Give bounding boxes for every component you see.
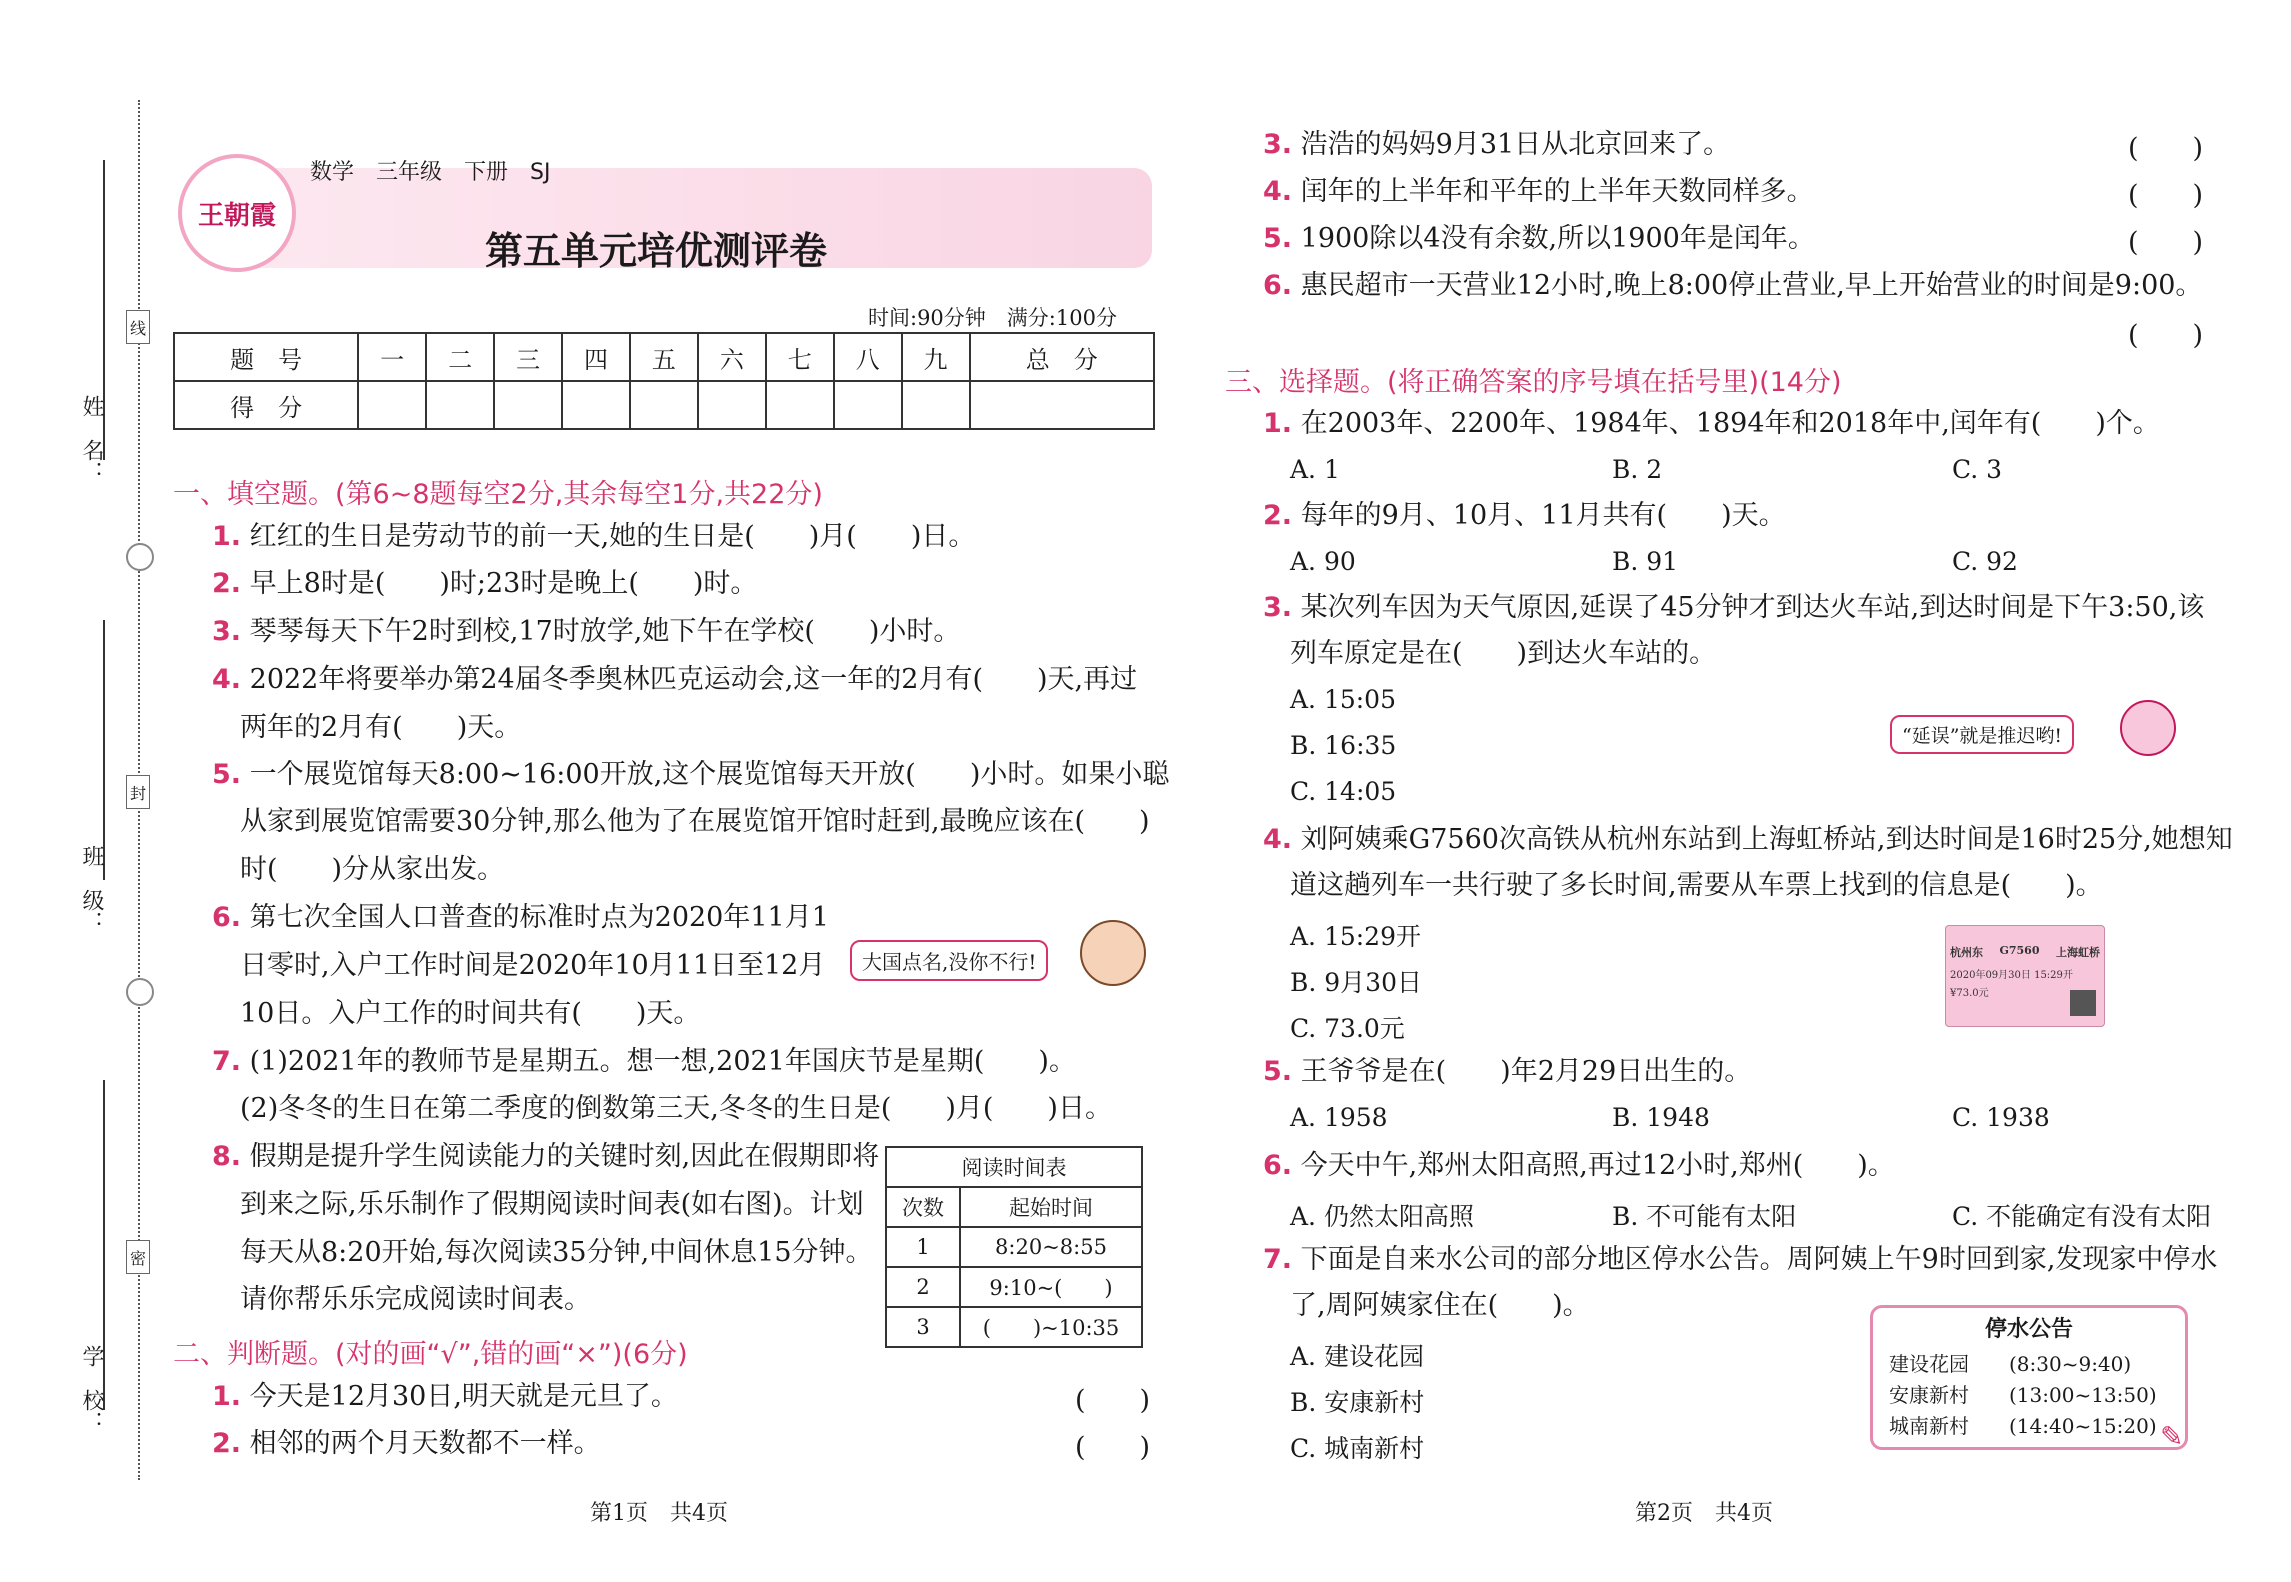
score-cell: 七 (766, 333, 834, 381)
option[interactable]: B. 1948 (1612, 1103, 1710, 1132)
option[interactable]: A. 15:05 (1290, 685, 1396, 714)
option[interactable]: C. 73.0元 (1290, 1014, 1405, 1043)
reading-table-cell: 9:10~( ) (960, 1267, 1142, 1307)
question-2-3: 3. 浩浩的妈妈9月31日从北京回来了。 (1263, 129, 1731, 160)
score-cell: 四 (562, 333, 630, 381)
option[interactable]: C. 1938 (1952, 1103, 2050, 1132)
score-cell: 五 (630, 333, 698, 381)
binding-hole-icon (126, 978, 154, 1006)
brand-logo: 王朝霞 (178, 154, 296, 272)
question-3-7-cont: 了,周阿姨家住在( )。 (1290, 1290, 1590, 1321)
score-header-row (174, 333, 1154, 381)
reading-table-header: 起始时间 (960, 1187, 1142, 1227)
score-cell: 题 号 (174, 333, 358, 381)
question-1-8-cont: 每天从8:20开始,每次阅读35分钟,中间休息15分钟。 (240, 1237, 873, 1268)
answer-paren[interactable]: ( ) (2128, 320, 2204, 351)
option[interactable]: A. 1 (1290, 455, 1340, 484)
reading-table-cell: 3 (886, 1307, 960, 1347)
question-1-8: 8. 假期是提升学生阅读能力的关键时刻,因此在假期即将 (212, 1141, 880, 1172)
option[interactable]: C. 3 (1952, 455, 2003, 484)
answer-paren[interactable]: ( ) (1075, 1385, 1151, 1416)
score-input-cell[interactable] (562, 381, 630, 429)
binding-mark-secret: 密 (126, 1240, 150, 1274)
question-1-6: 6. 第七次全国人口普查的标准时点为2020年11月1 (212, 902, 829, 933)
question-1-7-2: (2)冬冬的生日在第二季度的倒数第三天,冬冬的生日是( )月( )日。 (240, 1093, 1112, 1124)
ticket-price: ¥73.0元 (1950, 988, 1989, 999)
school-label: 学 校： (79, 1345, 104, 1433)
score-cell: 九 (902, 333, 970, 381)
question-2-5: 5. 1900除以4没有余数,所以1900年是闰年。 (1263, 223, 1815, 254)
question-1-2: 2. 早上8时是( )时;23时是晚上( )时。 (212, 568, 758, 599)
ticket-from: 杭州东 (1950, 946, 1983, 959)
question-3-2: 2. 每年的9月、10月、11月共有( )天。 (1263, 500, 1786, 531)
option[interactable]: A. 15:29开 (1290, 922, 1421, 951)
question-1-1: 1. 红红的生日是劳动节的前一天,她的生日是( )月( )日。 (212, 521, 976, 552)
answer-paren[interactable]: ( ) (2128, 180, 2204, 211)
option[interactable]: A. 仍然太阳高照 (1290, 1202, 1474, 1231)
ticket-date: 2020年09月30日 15:29开 (1950, 970, 2073, 981)
reading-table-cell: 2 (886, 1267, 960, 1307)
score-value-row (174, 381, 1154, 429)
score-cell: 三 (494, 333, 562, 381)
class-label: 班 级： (79, 845, 104, 933)
ticket-to: 上海虹桥 (2055, 946, 2100, 959)
score-input-cell[interactable] (902, 381, 970, 429)
score-input-cell[interactable] (834, 381, 902, 429)
question-2-6: 6. 惠民超市一天营业12小时,晚上8:00停止营业,早上开始营业的时间是9:00。 (1263, 270, 2203, 301)
binding-mark-seal: 封 (126, 775, 150, 809)
question-2-4: 4. 闰年的上半年和平年的上半年天数同样多。 (1263, 176, 1814, 207)
question-1-7: 7. (1)2021年的教师节是星期五。想一想,2021年国庆节是星期( )。 (212, 1046, 1076, 1077)
question-1-8-cont: 到来之际,乐乐制作了假期阅读时间表(如右图)。计划 (240, 1189, 864, 1220)
score-cell: 八 (834, 333, 902, 381)
name-label: 姓 名： (79, 395, 104, 483)
score-cell: 总 分 (970, 333, 1155, 381)
qr-code-icon (2070, 990, 2096, 1016)
option[interactable]: A. 90 (1290, 547, 1356, 576)
option[interactable]: C. 92 (1952, 547, 2018, 576)
option[interactable]: B. 9月30日 (1290, 968, 1422, 997)
page-number-right: 第2页 共4页 (1635, 1501, 1773, 1526)
class-underline (103, 620, 105, 880)
reading-table-cell: ( )~10:35 (960, 1307, 1142, 1347)
train-ticket (1945, 925, 2105, 1027)
question-3-5: 5. 王爷爷是在( )年2月29日出生的。 (1263, 1056, 1752, 1087)
option[interactable]: B. 不可能有太阳 (1612, 1202, 1797, 1231)
notice-row: 城南新村 (14:40~15:20) (1889, 1414, 2157, 1438)
answer-paren[interactable]: ( ) (2128, 227, 2204, 258)
answer-paren[interactable]: ( ) (2128, 133, 2204, 164)
option[interactable]: B. 91 (1612, 547, 1679, 576)
question-3-7: 7. 下面是自来水公司的部分地区停水公告。周阿姨上午9时回到家,发现家中停水 (1263, 1244, 2218, 1275)
question-1-4: 4. 2022年将要举办第24届冬季奥林匹克运动会,这一年的2月有( )天,再过 (212, 664, 1138, 695)
score-cell: 一 (358, 333, 426, 381)
peach-cartoon-icon (2120, 700, 2176, 756)
question-3-4: 4. 刘阿姨乘G7560次高铁从杭州东站到上海虹桥站,到达时间是16时25分,她想知 (1263, 824, 2233, 855)
option[interactable]: B. 16:35 (1290, 731, 1397, 760)
water-notice (1870, 1305, 2188, 1450)
option[interactable]: A. 1958 (1290, 1103, 1388, 1132)
question-2-1: 1. 今天是12月30日,明天就是元旦了。 (212, 1381, 678, 1412)
question-1-5-cont: 时( )分从家出发。 (240, 854, 505, 885)
question-3-1: 1. 在2003年、2200年、1984年、1894年和2018年中,闰年有( )个。 (1263, 408, 2160, 439)
option[interactable]: B. 2 (1612, 455, 1663, 484)
question-3-4-cont: 道这趟列车一共行驶了多长时间,需要从车票上找到的信息是( )。 (1290, 870, 2103, 901)
question-1-6-cont: 10日。入户工作的时间共有( )天。 (240, 998, 701, 1029)
reading-table-cell: 8:20~8:55 (960, 1227, 1142, 1267)
score-input-cell[interactable] (766, 381, 834, 429)
question-3-6: 6. 今天中午,郑州太阳高照,再过12小时,郑州( )。 (1263, 1150, 1895, 1181)
option[interactable]: C. 14:05 (1290, 777, 1397, 806)
ticket-train: G7560 (1999, 944, 2040, 957)
reading-table-header: 次数 (886, 1187, 960, 1227)
score-cell: 六 (698, 333, 766, 381)
score-cell: 二 (426, 333, 494, 381)
speech-bubble: “延误”就是推迟哟! (1890, 715, 2074, 754)
section2-title: 二、判断题。(对的画“√”,错的画“×”)(6分) (173, 1339, 688, 1370)
question-1-3: 3. 琴琴每天下午2时到校,17时放学,她下午在学校( )小时。 (212, 616, 961, 647)
score-table (173, 332, 1155, 430)
reading-time-table (885, 1146, 1143, 1348)
notice-title: 停水公告 (1984, 1316, 2073, 1342)
answer-paren[interactable]: ( ) (1075, 1432, 1151, 1463)
score-input-cell[interactable] (630, 381, 698, 429)
section1-title: 一、填空题。(第6~8题每空2分,其余每空1分,共22分) (173, 479, 823, 510)
binding-mark-line: 线 (126, 310, 150, 344)
notice-row: 建设花园 (8:30~9:40) (1889, 1352, 2132, 1376)
question-1-8-cont: 请你帮乐乐完成阅读时间表。 (240, 1284, 591, 1315)
megaphone-icon: ✎ (2160, 1420, 2184, 1453)
question-1-6-cont: 日零时,入户工作时间是2020年10月11日至12月 (240, 950, 826, 981)
option[interactable]: C. 不能确定有没有太阳 (1952, 1202, 2212, 1231)
question-3-3: 3. 某次列车因为天气原因,延误了45分钟才到达火车站,到达时间是下午3:50,该 (1263, 592, 2205, 623)
question-1-5: 5. 一个展览馆每天8:00~16:00开放,这个展览馆每天开放( )小时。如果小聪 (212, 759, 1170, 790)
score-input-cell[interactable] (970, 381, 1155, 429)
question-1-5-cont: 从家到展览馆需要30分钟,那么他为了在展览馆开馆时赶到,最晚应该在( ) (240, 806, 1150, 837)
question-3-3-cont: 列车原定是在( )到达火车站的。 (1290, 638, 1717, 669)
page-number-left: 第1页 共4页 (590, 1501, 728, 1526)
score-input-cell[interactable] (698, 381, 766, 429)
score-input-cell[interactable] (494, 381, 562, 429)
reading-table-cell: 1 (886, 1227, 960, 1267)
speech-bubble: 大国点名,没你不行! (850, 940, 1048, 981)
subject-subtitle: 数学 三年级 下册 SJ (310, 160, 551, 185)
question-1-4-cont: 两年的2月有( )天。 (240, 712, 522, 743)
section3-title: 三、选择题。(将正确答案的序号填在括号里)(14分) (1225, 367, 1842, 398)
reading-table-title: 阅读时间表 (886, 1147, 1142, 1187)
score-input-cell[interactable] (358, 381, 426, 429)
score-input-cell[interactable] (426, 381, 494, 429)
option[interactable]: C. 城南新村 (1290, 1434, 1425, 1463)
notice-row: 安康新村 (13:00~13:50) (1889, 1383, 2157, 1407)
time-info: 时间:90分钟 满分:100分 (868, 306, 1117, 330)
page-title: 第五单元培优测评卷 (485, 229, 828, 273)
score-cell: 得 分 (174, 381, 358, 429)
boy-cartoon-icon (1080, 920, 1146, 986)
question-2-2: 2. 相邻的两个月天数都不一样。 (212, 1428, 601, 1459)
option[interactable]: A. 建设花园 (1290, 1342, 1424, 1371)
option[interactable]: B. 安康新村 (1290, 1388, 1425, 1417)
binding-hole-icon (126, 543, 154, 571)
